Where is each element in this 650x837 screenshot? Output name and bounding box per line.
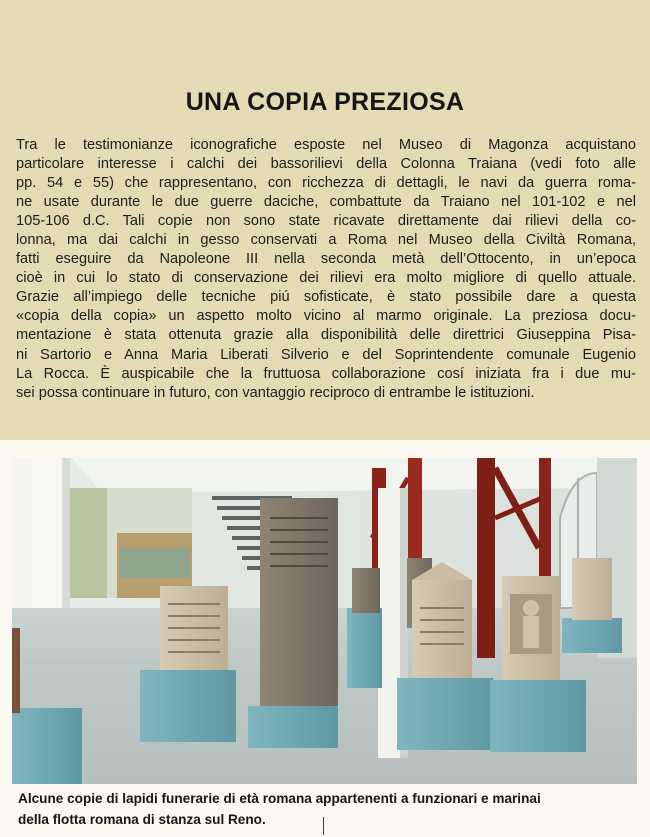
article-body: [16, 136, 636, 403]
body-line: pp. 54 e 55) che rappresentano, con ricchezza di dettagli, le navi da guerra roma-: [16, 175, 636, 192]
text-cursor: [323, 817, 324, 835]
body-line: La Rocca. È auspicabile che la fruttuosa collaborazione cosí iniziata fra i due mu-: [16, 365, 636, 382]
body-line: ne usate durante le due guerre daciche, combattute da Traiano nel 101-102 e nel: [16, 194, 636, 211]
body-line: «copia della copia» un aspetto molto vicino al marmo originale. La preziosa docu-: [16, 308, 636, 325]
body-line: Tra le testimonianze iconografiche esposte nel Museo di Magonza acquistano: [16, 137, 636, 153]
body-line: fatti eseguire da Napoleone III nella seconda metà dell’Ottocento, in un’epoca: [16, 251, 636, 268]
body-line: Grazie all’impiego delle tecniche piú sofisticate, è stato possibile dare a questa: [16, 289, 636, 306]
body-line: ni Sartorio e Anna Maria Liberati Silverio e del Soprintendente comunale Eugenio: [16, 346, 636, 363]
body-line: sei possa continuare in futuro, con vantaggio reciproco di entrambe le istituzioni.: [16, 384, 535, 401]
body-line: lonna, ma dai calchi in gesso conservati a Roma nel Museo della Civiltà Romana,: [16, 232, 636, 249]
caption-line: Alcune copie di lapidi funerarie di età romana appartenenti a funzionari e marinai: [18, 791, 541, 806]
body-line: particolare interesse i calchi dei bassorilievi della Colonna Traiana (vedi foto alle: [16, 156, 636, 173]
body-line: 105-106 d.C. Tali copie non sono state ricavate direttamente dai rilievi della co-: [16, 213, 636, 230]
photo-caption: [18, 788, 638, 830]
body-line: cioè in cui lo stato di conservazione dei rilievi era molto migliore di quello attuale.: [16, 270, 636, 287]
museum-gallery-photo: [12, 458, 637, 784]
caption-line: della flotta romana di stanza sul Reno.: [18, 812, 266, 827]
body-line: mentazione è stata ottenuta grazie alla disponibilità delle direttrici Giuseppina Pisa-: [16, 327, 636, 344]
article-title: UNA COPIA PREZIOSA: [185, 88, 465, 116]
